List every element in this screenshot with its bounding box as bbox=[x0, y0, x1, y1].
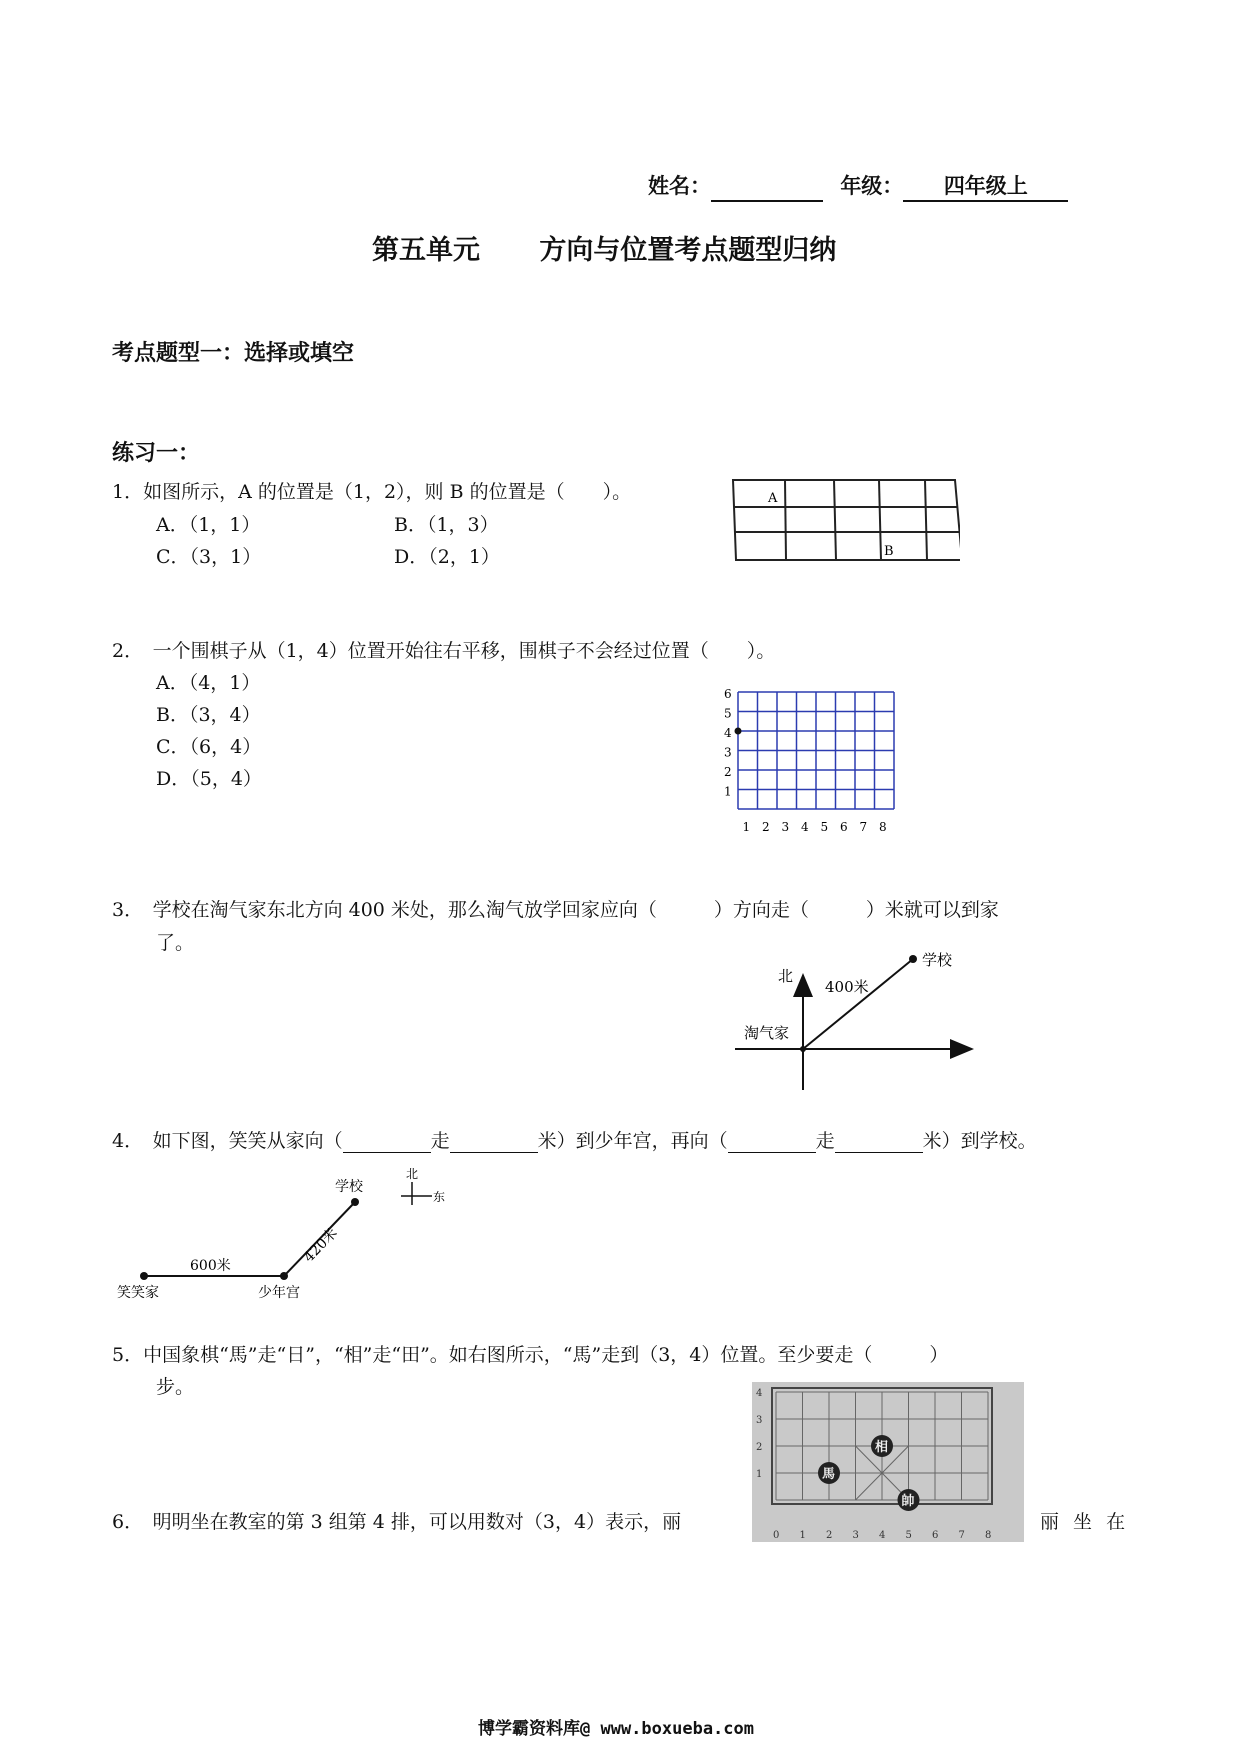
q1-point-a-label: A bbox=[768, 491, 778, 506]
q1-option-d: D．（2，1） bbox=[394, 546, 500, 568]
q1-grid-line bbox=[879, 480, 881, 560]
q5-piece-elephant-label: 相 bbox=[875, 1440, 889, 1455]
q2-x-tick: 1 bbox=[742, 820, 751, 834]
q5-x-tick: 7 bbox=[958, 1530, 965, 1541]
name-field[interactable] bbox=[711, 180, 823, 202]
section-heading: 考点题型一：选择或填空 bbox=[112, 340, 355, 366]
q5-y-tick: 4 bbox=[756, 1388, 763, 1399]
q3-route-line bbox=[803, 959, 913, 1049]
q1-stem: 1．如图所示，A 的位置是（1，2），则 B 的位置是（ ）。 bbox=[112, 481, 632, 503]
q1-point-b-label: B bbox=[884, 544, 894, 559]
q5-x-tick: 4 bbox=[879, 1530, 886, 1541]
q1-grid-line bbox=[925, 480, 927, 560]
q2-y-tick: 3 bbox=[724, 745, 732, 760]
q2-option-a: A．（4，1） bbox=[156, 672, 261, 694]
q4-distance-600: 600米 bbox=[190, 1258, 231, 1274]
q3-distance-label: 400米 bbox=[825, 978, 869, 996]
header-line bbox=[648, 170, 1068, 202]
q5-line2: 步。 bbox=[156, 1376, 195, 1398]
q2-y-tick: 6 bbox=[724, 687, 732, 701]
q4-distance-420: 420米 bbox=[300, 1225, 341, 1266]
q2-option-c: C．（6，4） bbox=[156, 736, 262, 758]
q4-blank-distance-1[interactable] bbox=[450, 1132, 538, 1153]
name-label: 姓名： bbox=[648, 173, 711, 198]
q2-go-stone bbox=[735, 728, 742, 735]
q6-tail: 丽 坐 在 bbox=[1040, 1511, 1130, 1533]
grade-value: 四年级上 bbox=[903, 170, 1068, 202]
q3-home-label: 淘气家 bbox=[744, 1024, 790, 1042]
q3-direction-figure bbox=[730, 945, 980, 1095]
q4-school-label: 学校 bbox=[335, 1179, 363, 1195]
q5-x-tick: 0 bbox=[773, 1530, 780, 1541]
q5-x-tick: 1 bbox=[799, 1530, 806, 1541]
q5-chess-photo bbox=[752, 1382, 1024, 1542]
q4-stem: 4． 如下图，笑笑从家向（ 走 米）到少年宫，再向（ 走 米）到学校。 bbox=[112, 1130, 1037, 1152]
q3-home-point bbox=[800, 1046, 806, 1052]
q1-option-a: A．（1，1） bbox=[156, 514, 261, 536]
q2-x-tick: 5 bbox=[820, 820, 829, 834]
q4-north-label: 北 bbox=[406, 1167, 419, 1181]
q4-blank-direction-2[interactable] bbox=[728, 1132, 816, 1153]
exercise-heading: 练习一： bbox=[112, 440, 201, 466]
q1-grid-line bbox=[785, 480, 786, 560]
q5-y-tick: 2 bbox=[756, 1442, 763, 1453]
q2-x-tick: 4 bbox=[801, 820, 809, 834]
q5-y-tick: 1 bbox=[756, 1469, 763, 1480]
q2-x-tick: 7 bbox=[859, 820, 868, 834]
q4-route-figure bbox=[112, 1160, 462, 1310]
q4-compass bbox=[401, 1167, 445, 1205]
unit-title: 第五单元 bbox=[372, 235, 480, 266]
q4-palace-point bbox=[280, 1272, 288, 1280]
q2-x-tick: 6 bbox=[840, 820, 848, 834]
q1-option-b: B．（1，3） bbox=[394, 514, 499, 536]
topic-title: 方向与位置考点题型归纳 bbox=[539, 235, 837, 266]
q3-north-label: 北 bbox=[778, 967, 794, 985]
q5-x-tick: 6 bbox=[932, 1530, 939, 1541]
q2-x-tick: 8 bbox=[879, 820, 887, 834]
q5-x-tick: 5 bbox=[905, 1530, 912, 1541]
q6-text: 6． 明明坐在教室的第 3 组第 4 排，可以用数对（3，4）表示，丽 bbox=[112, 1511, 682, 1533]
q2-option-b: B．（3，4） bbox=[156, 704, 261, 726]
q3-school-label: 学校 bbox=[922, 951, 953, 969]
q5-y-tick: 3 bbox=[756, 1415, 763, 1426]
q5-x-tick: 8 bbox=[985, 1530, 992, 1541]
page-title bbox=[372, 228, 836, 267]
q4-east-label: 东 bbox=[433, 1190, 446, 1204]
q2-y-tick: 2 bbox=[724, 765, 732, 779]
q4-home-point bbox=[140, 1272, 148, 1280]
q3-line1: 3． 学校在淘气家东北方向 400 米处，那么淘气放学回家应向（ ）方向走（ ）米就可以到家 bbox=[112, 899, 999, 921]
q5-x-tick: 3 bbox=[852, 1530, 859, 1541]
q2-grid-figure bbox=[720, 680, 930, 845]
q4-blank-distance-2[interactable] bbox=[835, 1132, 923, 1153]
q5-piece-horse-label: 馬 bbox=[822, 1467, 836, 1482]
q2-y-tick: 5 bbox=[724, 706, 732, 721]
q3-line2: 了。 bbox=[156, 932, 195, 954]
q4-palace-label: 少年宫 bbox=[258, 1285, 300, 1301]
q4-school-point bbox=[351, 1198, 359, 1206]
q5-line1: 5．中国象棋“馬”走“日”，“相”走“田”。如右图所示，“馬”走到（3，4）位置。至少要走（ ） bbox=[112, 1344, 949, 1366]
q5-photo-bg bbox=[752, 1382, 1024, 1542]
q4-blank-direction-1[interactable] bbox=[343, 1132, 431, 1153]
q1-option-c: C．（3，1） bbox=[156, 546, 262, 568]
q1-grid-figure bbox=[730, 475, 960, 565]
footer-watermark: 博学霸资料库@ www.boxueba.com bbox=[478, 1719, 754, 1739]
q2-stem: 2． 一个围棋子从（1，4）位置开始往右平移，围棋子不会经过位置（ ）。 bbox=[112, 640, 776, 662]
q4-home-label: 笑笑家 bbox=[117, 1285, 159, 1301]
grade-label: 年级： bbox=[840, 173, 904, 198]
q2-option-d: D．（5，4） bbox=[156, 768, 262, 790]
q5-piece-general-label: 帥 bbox=[901, 1494, 915, 1509]
q2-x-tick: 3 bbox=[781, 820, 790, 834]
q1-grid-line bbox=[834, 480, 836, 560]
q2-x-tick: 2 bbox=[762, 820, 770, 834]
q2-y-tick: 1 bbox=[724, 784, 732, 799]
q5-x-tick: 2 bbox=[826, 1530, 833, 1541]
q2-y-tick: 4 bbox=[724, 726, 732, 740]
q3-school-point bbox=[909, 955, 917, 963]
